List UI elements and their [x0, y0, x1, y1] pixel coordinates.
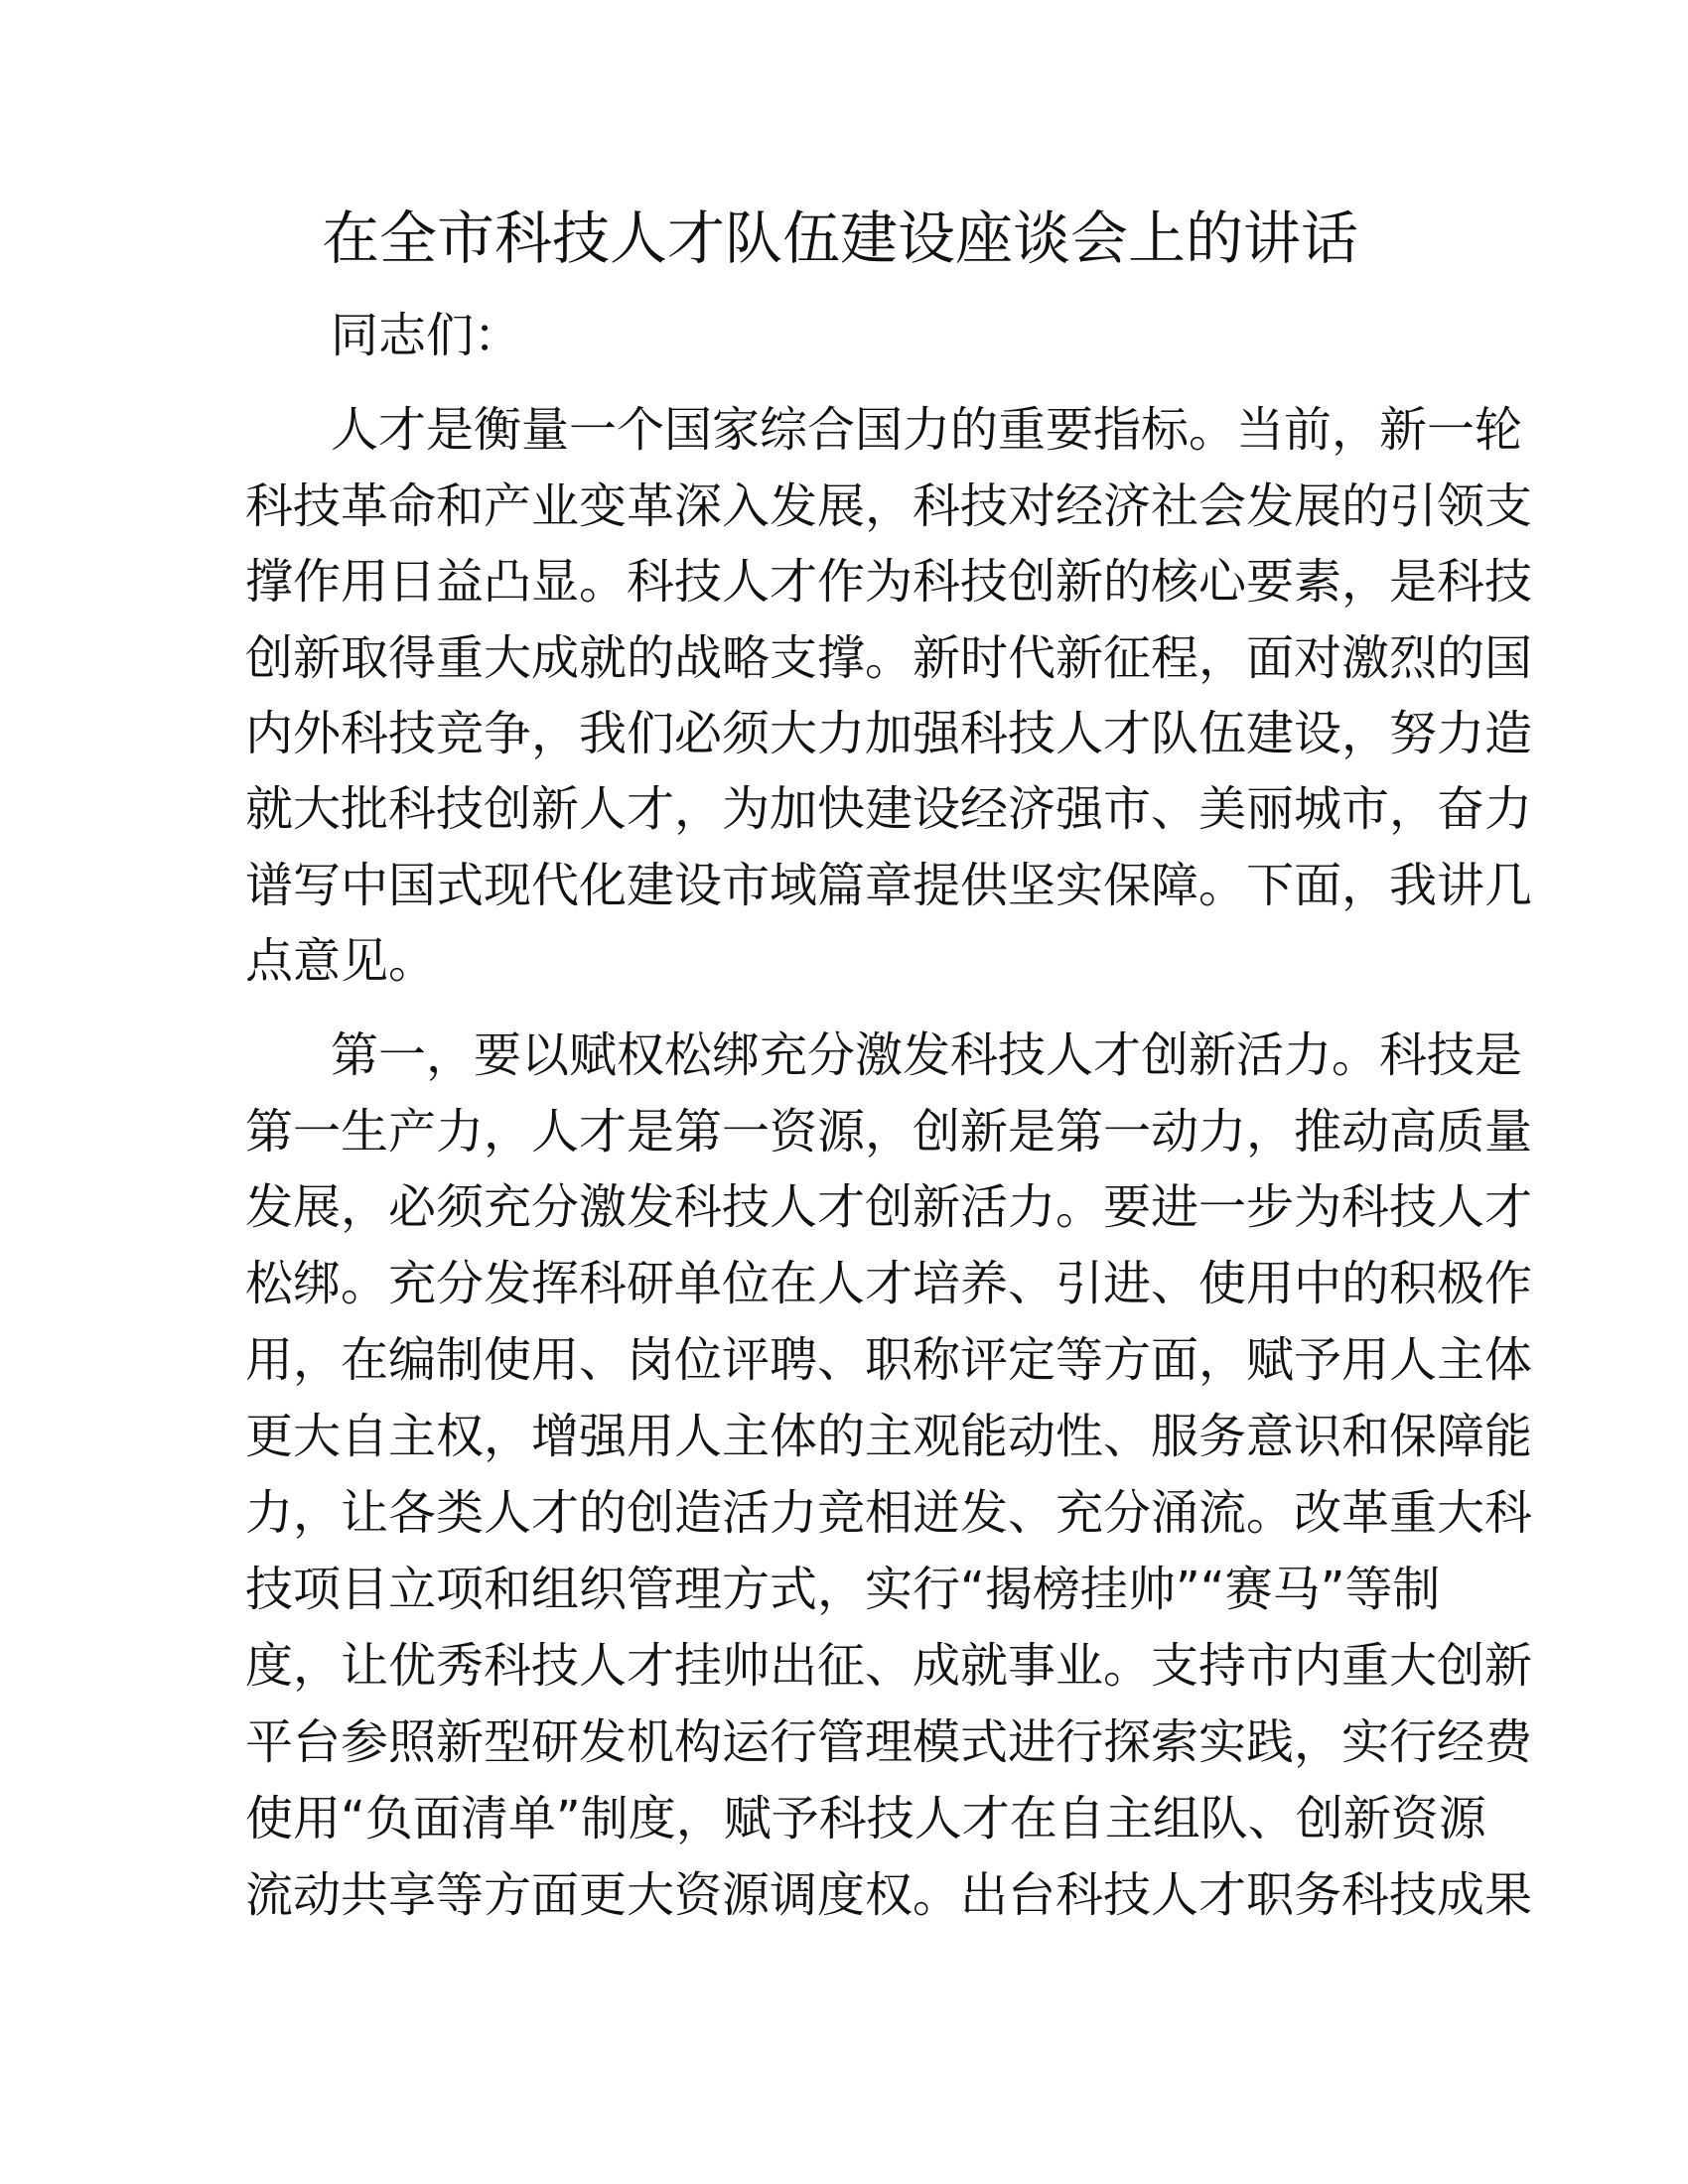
page-title: 在全市科技人才队伍建设座谈会上的讲话 — [322, 205, 1359, 272]
text-line: 科技革命和产业变革深入发展，科技对经济社会发展的引领支 — [245, 478, 1533, 534]
text-line: 技项目立项和组织管理方式，实行“揭榜挂帅”“赛马”等制 — [245, 1562, 1441, 1617]
text-line: 第一生产力，人才是第一资源，创新是第一动力，推动高质量 — [245, 1104, 1533, 1160]
text-line: 撑作用日益凸显。科技人才作为科技创新的核心要素，是科技 — [245, 554, 1533, 610]
text-line: 平台参照新型研发机构运行管理模式进行探索实践，实行经费 — [245, 1714, 1533, 1770]
text-line: 谱写中国式现代化建设市域篇章提供坚实保障。下面，我讲几 — [245, 858, 1533, 913]
text-line: 更大自主权，增强用人主体的主观能动性、服务意识和保障能 — [245, 1409, 1533, 1464]
text-line: 度，让优秀科技人才挂帅出征、成就事业。支持市内重大创新 — [245, 1638, 1533, 1694]
salutation: 同志们： — [331, 308, 522, 363]
text-line: 流动共享等方面更大资源调度权。出台科技人才职务科技成果 — [245, 1867, 1533, 1923]
text-line: 发展，必须充分激发科技人才创新活力。要进一步为科技人才 — [245, 1179, 1533, 1235]
text-line: 第一，要以赋权松绑充分激发科技人才创新活力。科技是 — [331, 1027, 1523, 1083]
text-line: 人才是衡量一个国家综合国力的重要指标。当前，新一轮 — [331, 402, 1523, 458]
text-line: 就大批科技创新人才，为加快建设经济强市、美丽城市，奋力 — [245, 781, 1533, 837]
text-line: 点意见。 — [245, 933, 437, 989]
text-line: 内外科技竞争，我们必须大力加强科技人才队伍建设，努力造 — [245, 706, 1533, 761]
text-line: 使用“负面清单”制度，赋予科技人才在自主组队、创新资源 — [245, 1791, 1486, 1846]
text-line: 力，让各类人才的创造活力竞相迸发、充分涌流。改革重大科 — [245, 1485, 1533, 1541]
text-line: 用，在编制使用、岗位评聘、职称评定等方面，赋予用人主体 — [245, 1332, 1533, 1388]
text-line: 创新取得重大成就的战略支撑。新时代新征程，面对激烈的国 — [245, 630, 1533, 686]
text-line: 松绑。充分发挥科研单位在人才培养、引进、使用中的积极作 — [245, 1256, 1533, 1311]
